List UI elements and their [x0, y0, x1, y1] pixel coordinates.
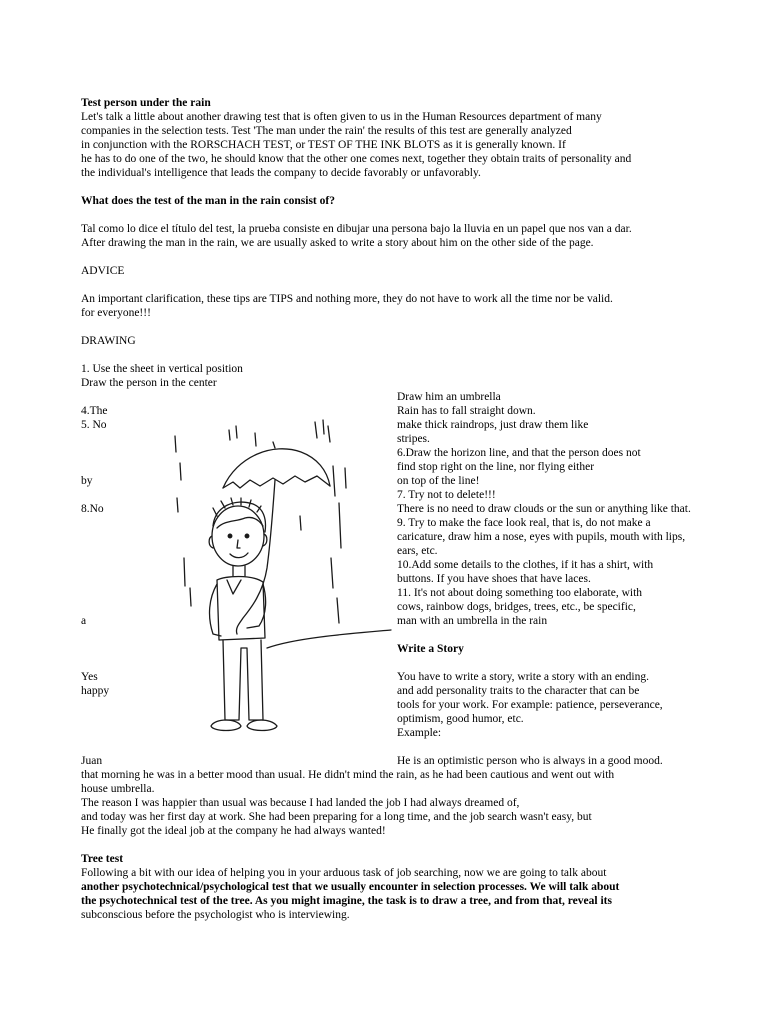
advice-line: for everyone!!!	[81, 307, 151, 319]
advice-heading: ADVICE	[81, 265, 125, 277]
story-paragraph-line: He finally got the ideal job at the company he had always wanted!	[81, 825, 386, 837]
story-paragraph-line: that morning he was in a better mood than usual. He didn't mind the rain, as he had been cautious and went out with	[81, 769, 615, 781]
drawing-line: 1. Use the sheet in vertical position	[81, 363, 243, 375]
story-paragraph-line: The reason I was happier than usual was because I had landed the job I had always dreamed of,	[81, 797, 520, 809]
tree-bold-line: the psychotechnical test of the tree. As you might imagine, the task is to draw a tree, and from that, reveal its	[81, 895, 612, 907]
tree-line: subconscious before the psychologist who is interviewing.	[81, 909, 350, 921]
tree-bold-line: another psychotechnical/psychological test that we usually encounter in selection processes. We will talk about	[81, 881, 620, 893]
intro-line: Let's talk a little about another drawing test that is often given to us in the Human Resources department of many	[81, 111, 602, 123]
left-fragment: a	[81, 615, 87, 627]
tip-line: cows, rainbow dogs, bridges, trees, etc., be specific,	[397, 601, 636, 613]
story-line: tools for your work. For example: patience, perseverance,	[397, 699, 663, 711]
left-fragment: Juan	[81, 755, 103, 767]
intro-line: he has to do one of the two, he should know that the other one comes next, together they obtain traits of personality and	[81, 153, 632, 165]
tip-line: stripes.	[397, 433, 430, 445]
tip-line: man with an umbrella in the rain	[397, 615, 548, 627]
tree-heading: Tree test	[81, 853, 124, 865]
story-line: You have to write a story, write a story with an ending.	[397, 671, 650, 683]
story-line: Example:	[397, 727, 442, 739]
story-heading: Write a Story	[397, 643, 464, 655]
story-line: optimism, good humor, etc.	[397, 713, 524, 725]
umbrella-edge	[223, 476, 330, 488]
left-fragment: 8.No	[81, 503, 104, 515]
tip-line: Rain has to fall straight down.	[397, 405, 536, 417]
tip-line: 10.Add some details to the clothes, if it has a shirt, with	[397, 559, 654, 571]
tip-line: 9. Try to make the face look real, that is, do not make a	[397, 517, 651, 529]
story-line: He is an optimistic person who is always in a good mood.	[397, 755, 663, 767]
tip-line: Draw him an umbrella	[397, 391, 501, 403]
tip-line: ears, etc.	[397, 545, 438, 557]
tree-line: Following a bit with our idea of helping you in your arduous task of job searching, now we are going to talk about	[81, 867, 607, 879]
story-paragraph-line: and today was her first day at work. She had been preparing for a long time, and the job search wasn't easy, but	[81, 811, 592, 823]
consist-heading: What does the test of the man in the rain consist of?	[81, 195, 335, 207]
title: Test person under the rain	[81, 97, 211, 109]
left-fragment: 5. No	[81, 419, 107, 431]
tip-line: 7. Try not to delete!!!	[397, 489, 496, 501]
intro-line: in conjunction with the RORSCHACH TEST, or TEST OF THE INK BLOTS as it is generally known. If	[81, 139, 566, 151]
drawing-heading: DRAWING	[81, 335, 136, 347]
drawing-line: Draw the person in the center	[81, 377, 217, 389]
tip-line: on top of the line!	[397, 475, 480, 487]
tip-line: buttons. If you have shoes that have laces.	[397, 573, 591, 585]
story-line: and add personality traits to the character that can be	[397, 685, 640, 697]
left-fragment: by	[81, 475, 93, 487]
left-fragment: happy	[81, 685, 110, 697]
tip-line: caricature, draw him a nose, eyes with pupils, mouth with lips,	[397, 531, 686, 543]
story-paragraph-line: house umbrella.	[81, 783, 155, 795]
left-fragment: 4.The	[81, 405, 108, 417]
umbrella-top	[223, 449, 330, 488]
intro-line: companies in the selection tests. Test 'The man under the rain' the results of this test are generally analyzed	[81, 125, 572, 137]
tip-line: 6.Draw the horizon line, and that the person does not	[397, 447, 641, 459]
tip-line: 11. It's not about doing something too elaborate, with	[397, 587, 643, 599]
umbrella-tip	[273, 442, 275, 448]
consist-line: Tal como lo dice el título del test, la prueba consiste en dibujar una persona bajo la lluvia en un papel que nos van a dar.	[81, 223, 632, 235]
torso	[217, 577, 265, 641]
man-in-rain-drawing	[155, 408, 395, 758]
tip-line: There is no need to draw clouds or the sun or anything like that.	[397, 503, 691, 515]
tip-line: find stop right on the line, nor flying either	[397, 461, 595, 473]
horizon-line	[267, 630, 391, 648]
tip-line: make thick raindrops, just draw them like	[397, 419, 589, 431]
consist-line: After drawing the man in the rain, we are usually asked to write a story about him on the other side of the page.	[81, 237, 594, 249]
left-fragment: Yes	[81, 671, 98, 683]
intro-line: the individual's intelligence that leads the company to decide favorably or unfavorably.	[81, 167, 481, 179]
advice-line: An important clarification, these tips are TIPS and nothing more, they do not have to work all the time nor be valid.	[81, 293, 613, 305]
